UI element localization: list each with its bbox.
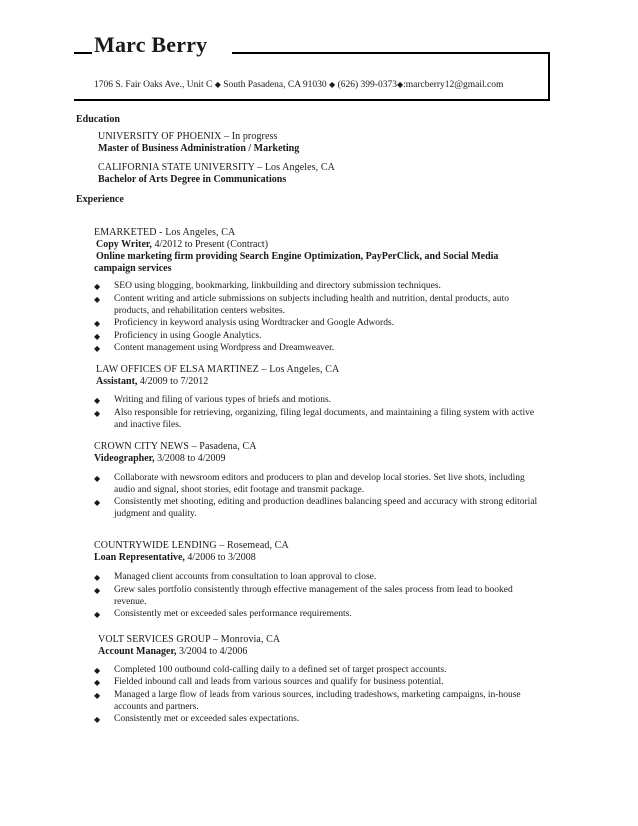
job-bullet: Collaborate with newsroom editors and producers to plan and develop local stories. Set live shots, including (114, 473, 525, 483)
diamond-bullet-icon: ◆ (94, 344, 101, 353)
diamond-separator-icon: ◆ (396, 80, 404, 89)
job-bullet: Proficiency in keyword analysis using Wordtracker and Google Adwords. (114, 318, 395, 328)
job-bullet-cont: audio and signal, shoot stories, edit footage and transmit package. (114, 485, 365, 495)
experience-heading: Experience (76, 194, 124, 205)
diamond-bullet-icon: ◆ (94, 573, 101, 582)
education-school: CALIFORNIA STATE UNIVERSITY – Los Angeles, CA (98, 162, 335, 173)
header-rule-right (232, 52, 549, 54)
job-company: EMARKETED - Los Angeles, CA (94, 227, 236, 238)
job-bullet-cont: products, and rehabilitation centers websites. (114, 306, 285, 316)
job-bullet: Fielded inbound call and leads from various sources and qualify for business potential. (114, 677, 444, 687)
job-bullet: Proficiency in using Google Analytics. (114, 331, 262, 341)
diamond-bullet-icon: ◆ (94, 396, 101, 405)
diamond-separator-icon: ◆ (214, 80, 221, 89)
contact-phone: (626) 399-0373 (337, 80, 397, 90)
job-bullet: Consistently met or exceeded sales performance requirements. (114, 609, 352, 619)
job-title-line (96, 376, 208, 387)
job-title: Copy Writer, (96, 239, 152, 250)
job-dates: 4/2012 to Present (Contract) (151, 239, 269, 250)
job-bullet: SEO using blogging, bookmarking, linkbuilding and directory submission techniques. (114, 281, 441, 291)
job-title-line (94, 453, 226, 464)
job-dates: 4/2009 to 7/2012 (137, 376, 209, 387)
diamond-bullet-icon: ◆ (94, 319, 101, 328)
job-summary-cont: campaign services (94, 263, 172, 274)
job-bullet: Also responsible for retrieving, organizing, filing legal documents, and maintaining a filing system with active (114, 408, 535, 418)
job-company: COUNTRYWIDE LENDING – Rosemead, CA (94, 540, 289, 551)
education-degree: Bachelor of Arts Degree in Communications (98, 174, 287, 185)
diamond-bullet-icon: ◆ (94, 409, 101, 418)
diamond-bullet-icon: ◆ (94, 666, 101, 675)
job-title-line (98, 646, 247, 657)
diamond-separator-icon: ◆ (329, 80, 336, 89)
job-bullet-cont: and inactive files. (114, 420, 182, 430)
header-rule-left (74, 52, 92, 54)
job-bullet: Writing and filing of various types of briefs and motions. (114, 395, 332, 405)
diamond-bullet-icon: ◆ (94, 610, 101, 619)
job-title-line (96, 239, 268, 250)
contact-city: South Pasadena, CA 91030 (223, 80, 327, 90)
job-company: VOLT SERVICES GROUP – Monrovia, CA (98, 634, 281, 645)
contact-line (94, 80, 503, 90)
job-dates: 3/2004 to 4/2006 (176, 646, 248, 657)
diamond-bullet-icon: ◆ (94, 474, 101, 483)
job-bullet: Completed 100 outbound cold-calling daily to a defined set of target prospect accounts. (114, 665, 447, 675)
job-dates: 4/2006 to 3/2008 (184, 552, 256, 563)
diamond-bullet-icon: ◆ (94, 715, 101, 724)
education-school: UNIVERSITY OF PHOENIX – In progress (98, 131, 278, 142)
diamond-bullet-icon: ◆ (94, 586, 101, 595)
job-company: CROWN CITY NEWS – Pasadena, CA (94, 441, 257, 452)
job-bullet-cont: judgment and quality. (114, 509, 197, 519)
diamond-bullet-icon: ◆ (94, 332, 101, 341)
diamond-bullet-icon: ◆ (94, 282, 101, 291)
diamond-bullet-icon: ◆ (94, 498, 101, 507)
job-bullet: Consistently met or exceeded sales expectations. (114, 714, 300, 724)
diamond-bullet-icon: ◆ (94, 678, 101, 687)
education-heading: Education (76, 114, 120, 125)
diamond-bullet-icon: ◆ (94, 691, 101, 700)
resume-name: Marc Berry (94, 32, 208, 57)
job-title: Assistant, (96, 376, 138, 387)
header-rule-bottom (74, 99, 550, 101)
job-company: LAW OFFICES OF ELSA MARTINEZ – Los Angeles, CA (96, 364, 340, 375)
contact-email[interactable]: :marcberry12@gmail.com (403, 80, 504, 90)
job-title-line (94, 552, 256, 563)
job-bullet: Managed client accounts from consultation to loan approval to close. (114, 572, 377, 582)
job-bullet: Grew sales portfolio consistently through effective management of the sales process from lead to booked (114, 585, 513, 595)
job-dates: 3/2008 to 4/2009 (154, 453, 226, 464)
job-title: Loan Representative, (94, 552, 185, 563)
job-bullet: Consistently met shooting, editing and production deadlines balancing speed and accuracy with strong editorial (114, 497, 538, 507)
header-rule-vertical (548, 52, 550, 99)
job-title: Videographer, (94, 453, 155, 464)
education-degree: Master of Business Administration / Marketing (98, 143, 300, 154)
job-summary: Online marketing firm providing Search Engine Optimization, PayPerClick, and Social Media (96, 251, 499, 262)
job-bullet: Managed a large flow of leads from various sources, including tradeshows, marketing campaigns, in-house (114, 690, 521, 700)
job-bullet: Content writing and article submissions on subjects including health and nutrition, dental products, auto (114, 294, 509, 304)
job-title: Account Manager, (98, 646, 177, 657)
diamond-bullet-icon: ◆ (94, 295, 101, 304)
job-bullet-cont: revenue. (114, 597, 147, 607)
job-bullet: Content management using Wordpress and Dreamweaver. (114, 343, 335, 353)
contact-address: 1706 S. Fair Oaks Ave., Unit C (94, 80, 213, 90)
job-bullet-cont: accounts and partners. (114, 702, 199, 712)
